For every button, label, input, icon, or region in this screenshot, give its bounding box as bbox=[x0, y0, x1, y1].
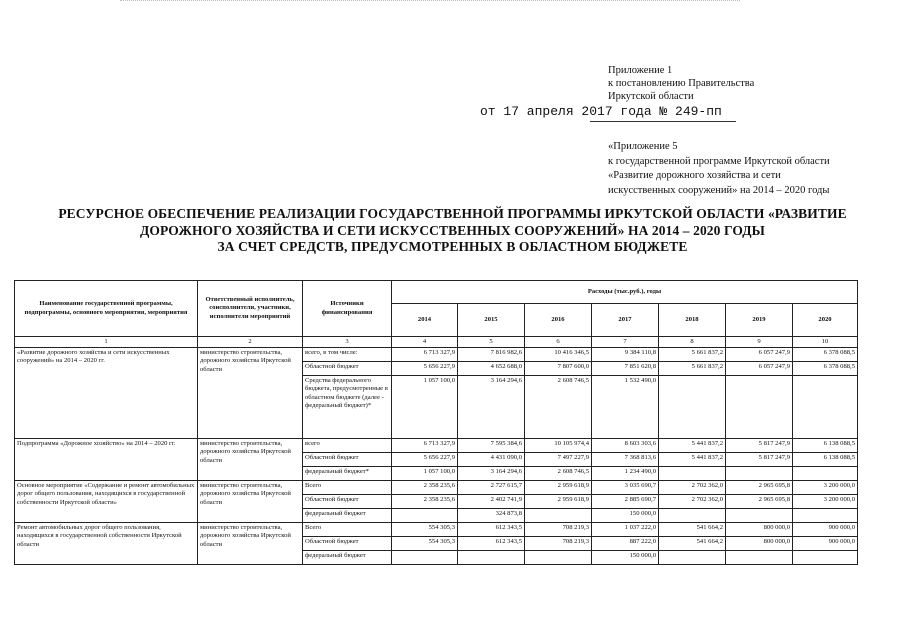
expense-value: 2 402 741,9 bbox=[458, 495, 525, 509]
funding-source: Всего bbox=[303, 523, 392, 537]
expense-value: 1 037 222,0 bbox=[592, 523, 659, 537]
expense-value: 554 305,3 bbox=[392, 523, 458, 537]
table-row bbox=[15, 523, 858, 537]
expense-value bbox=[525, 551, 592, 565]
title-line: РЕСУРСНОЕ ОБЕСПЕЧЕНИЕ РЕАЛИЗАЦИИ ГОСУДАРСТВЕННОЙ ПРОГРАММЫ ИРКУТСКОЙ ОБЛАСТИ «РАЗВИТИЕ bbox=[58, 206, 847, 221]
expense-value: 7 368 813,6 bbox=[592, 453, 659, 467]
expense-value: 2 358 235,6 bbox=[392, 481, 458, 495]
funding-source: Средства федерального бюджета, предусмотренные в областном бюджете (далее - федеральный бюджет)* bbox=[303, 376, 392, 439]
expense-value: 5 661 837,2 bbox=[659, 362, 726, 376]
header-source: Источники финансирования bbox=[303, 281, 392, 337]
order-date-underline bbox=[590, 121, 736, 122]
funding-source: Всего bbox=[303, 481, 392, 495]
expense-value: 2 965 695,8 bbox=[726, 481, 793, 495]
column-index-row bbox=[15, 337, 858, 348]
expense-value: 2 965 695,8 bbox=[726, 495, 793, 509]
expense-value: 1 057 100,0 bbox=[392, 376, 458, 439]
table-body bbox=[15, 348, 858, 565]
title-line: ЗА СЧЕТ СРЕДСТВ, ПРЕДУСМОТРЕННЫХ В ОБЛАСТНОМ БЮДЖЕТЕ bbox=[217, 239, 688, 254]
expense-value bbox=[726, 376, 793, 439]
expense-value: 900 000,0 bbox=[793, 537, 858, 551]
expense-value bbox=[525, 509, 592, 523]
expense-value: 2 702 362,0 bbox=[659, 495, 726, 509]
expense-value: 10 416 346,5 bbox=[525, 348, 592, 362]
expense-value: 4 431 090,0 bbox=[458, 453, 525, 467]
expense-value: 900 000,0 bbox=[793, 523, 858, 537]
expense-value: 150 000,0 bbox=[592, 551, 659, 565]
funding-source: Областной бюджет bbox=[303, 537, 392, 551]
expense-value: 6 057 247,9 bbox=[726, 348, 793, 362]
order-reference bbox=[608, 64, 754, 103]
expense-value: 554 305,3 bbox=[392, 537, 458, 551]
funding-source: Областной бюджет bbox=[303, 453, 392, 467]
header-year: 2017 bbox=[592, 304, 659, 337]
expense-value: 324 873,8 bbox=[458, 509, 525, 523]
expense-value: 6 378 088,5 bbox=[793, 362, 858, 376]
appendix-line: «Развитие дорожного хозяйства и сети bbox=[608, 170, 781, 181]
expense-value: 5 656 227,9 bbox=[392, 362, 458, 376]
table-row bbox=[15, 481, 858, 495]
program-name: Ремонт автомобильных дорог общего пользования, находящихся в государственной собственности Иркутской области bbox=[15, 523, 198, 565]
table-row bbox=[15, 439, 858, 453]
expense-value: 2 702 362,0 bbox=[659, 481, 726, 495]
expense-value: 5 656 227,9 bbox=[392, 453, 458, 467]
responsible-executor: министерство строительства, дорожного хозяйства Иркутской области bbox=[198, 481, 303, 523]
header-year: 2018 bbox=[659, 304, 726, 337]
order-line: Приложение 1 bbox=[608, 65, 673, 76]
expense-value: 7 816 982,6 bbox=[458, 348, 525, 362]
funding-source: Областной бюджет bbox=[303, 362, 392, 376]
expense-value: 3 200 000,0 bbox=[793, 495, 858, 509]
expense-value: 708 219,3 bbox=[525, 537, 592, 551]
expense-value: 7 851 620,8 bbox=[592, 362, 659, 376]
order-line: Иркутской области bbox=[608, 91, 694, 102]
order-line: к постановлению Правительства bbox=[608, 78, 755, 89]
header-year: 2020 bbox=[793, 304, 858, 337]
header-year: 2016 bbox=[525, 304, 592, 337]
expense-value: 541 664,2 bbox=[659, 523, 726, 537]
expense-value bbox=[793, 551, 858, 565]
expense-value: 800 000,0 bbox=[726, 537, 793, 551]
expense-value: 9 384 110,8 bbox=[592, 348, 659, 362]
funding-source: Областной бюджет bbox=[303, 495, 392, 509]
scan-border-artifact bbox=[120, 0, 740, 3]
responsible-executor: министерство строительства, дорожного хозяйства Иркутской области bbox=[198, 439, 303, 481]
appendix-line: к государственной программе Иркутской области bbox=[608, 155, 830, 167]
appendix-reference bbox=[608, 140, 830, 198]
expense-value bbox=[726, 467, 793, 481]
column-index: 7 bbox=[592, 337, 659, 348]
expense-value: 6 378 088,5 bbox=[793, 348, 858, 362]
expense-value: 2 608 746,5 bbox=[525, 376, 592, 439]
expense-value bbox=[659, 509, 726, 523]
expense-value: 541 664,2 bbox=[659, 537, 726, 551]
column-index: 2 bbox=[198, 337, 303, 348]
header-year: 2015 bbox=[458, 304, 525, 337]
header-name: Наименование государственной программы, подпрограммы, основного мероприятия, мероприятия bbox=[15, 281, 198, 337]
expense-value: 2 727 615,7 bbox=[458, 481, 525, 495]
expense-value bbox=[659, 467, 726, 481]
funding-source: федеральный бюджет bbox=[303, 509, 392, 523]
expense-value: 5 817 247,9 bbox=[726, 439, 793, 453]
expense-value: 6 138 088,5 bbox=[793, 439, 858, 453]
expense-value bbox=[458, 551, 525, 565]
expense-value: 2 885 690,7 bbox=[592, 495, 659, 509]
expense-value: 6 713 327,9 bbox=[392, 348, 458, 362]
expense-value: 7 497 227,9 bbox=[525, 453, 592, 467]
expense-value: 3 035 690,7 bbox=[592, 481, 659, 495]
column-index: 3 bbox=[303, 337, 392, 348]
expense-value bbox=[793, 376, 858, 439]
expense-value bbox=[793, 509, 858, 523]
document-title bbox=[0, 206, 905, 256]
expense-value: 150 000,0 bbox=[592, 509, 659, 523]
appendix-line: «Приложение 5 bbox=[608, 141, 678, 152]
expense-value: 3 164 294,6 bbox=[458, 467, 525, 481]
table-row bbox=[15, 348, 858, 362]
column-index: 8 bbox=[659, 337, 726, 348]
header-year: 2019 bbox=[726, 304, 793, 337]
program-name: Основное мероприятие «Содержание и ремонт автомобильных дорог общего пользования, находящихся в государственной собственности Иркутской области» bbox=[15, 481, 198, 523]
column-index: 9 bbox=[726, 337, 793, 348]
expense-value: 4 652 688,0 bbox=[458, 362, 525, 376]
funding-source: всего, в том числе: bbox=[303, 348, 392, 362]
expense-value bbox=[726, 551, 793, 565]
column-index: 1 bbox=[15, 337, 198, 348]
expense-value: 1 532 490,0 bbox=[592, 376, 659, 439]
funding-source: всего bbox=[303, 439, 392, 453]
header-year: 2014 bbox=[392, 304, 458, 337]
column-index: 6 bbox=[525, 337, 592, 348]
expense-value bbox=[659, 376, 726, 439]
title-line: ДОРОЖНОГО ХОЗЯЙСТВА И СЕТИ ИСКУССТВЕННЫХ СООРУЖЕНИЙ» НА 2014 – 2020 ГОДЫ bbox=[139, 222, 765, 238]
expense-value bbox=[392, 551, 458, 565]
expense-value: 6 057 247,9 bbox=[726, 362, 793, 376]
expense-value: 1 234 490,0 bbox=[592, 467, 659, 481]
funding-source: федеральный бюджет bbox=[303, 551, 392, 565]
expense-value bbox=[726, 509, 793, 523]
expense-value: 3 164 294,6 bbox=[458, 376, 525, 439]
order-date: от 17 апреля 2017 года № 249-пп bbox=[480, 104, 722, 119]
program-name: «Развитие дорожного хозяйства и сети искусственных сооружений» на 2014 – 2020 гг. bbox=[15, 348, 198, 439]
expense-value: 5 441 837,2 bbox=[659, 439, 726, 453]
expense-value: 612 343,5 bbox=[458, 523, 525, 537]
funding-source: федеральный бюджет* bbox=[303, 467, 392, 481]
expense-value: 5 817 247,9 bbox=[726, 453, 793, 467]
column-index: 5 bbox=[458, 337, 525, 348]
appendix-line: искусственных сооружений» на 2014 – 2020 годы bbox=[608, 184, 830, 196]
program-name: Подпрограмма «Дорожное хозяйство» на 2014 – 2020 гг. bbox=[15, 439, 198, 481]
expense-value: 708 219,3 bbox=[525, 523, 592, 537]
responsible-executor: министерство строительства, дорожного хозяйства Иркутской области bbox=[198, 348, 303, 439]
expense-value: 800 000,0 bbox=[726, 523, 793, 537]
expense-value: 5 661 837,2 bbox=[659, 348, 726, 362]
expense-value: 10 105 974,4 bbox=[525, 439, 592, 453]
expense-value: 1 057 100,0 bbox=[392, 467, 458, 481]
expense-value bbox=[392, 509, 458, 523]
expense-value: 6 713 327,9 bbox=[392, 439, 458, 453]
expense-value: 612 343,5 bbox=[458, 537, 525, 551]
expense-value: 3 200 000,0 bbox=[793, 481, 858, 495]
expense-value: 5 441 837,2 bbox=[659, 453, 726, 467]
expense-value: 2 959 618,9 bbox=[525, 495, 592, 509]
expense-value bbox=[793, 467, 858, 481]
responsible-executor: министерство строительства, дорожного хозяйства Иркутской области bbox=[198, 523, 303, 565]
expense-value bbox=[659, 551, 726, 565]
expense-value: 2 959 618,9 bbox=[525, 481, 592, 495]
expense-value: 887 222,0 bbox=[592, 537, 659, 551]
expense-value: 7 595 384,6 bbox=[458, 439, 525, 453]
expense-value: 2 608 746,5 bbox=[525, 467, 592, 481]
header-expenses: Расходы (тыс.руб.), годы bbox=[392, 281, 858, 304]
column-index: 4 bbox=[392, 337, 458, 348]
expense-value: 7 807 600,0 bbox=[525, 362, 592, 376]
header-responsible: Ответственный исполнитель, соисполнители, участники, исполнители мероприятий bbox=[198, 281, 303, 337]
expense-value: 6 138 088,5 bbox=[793, 453, 858, 467]
resource-table bbox=[14, 280, 858, 565]
expense-value: 2 358 235,6 bbox=[392, 495, 458, 509]
expense-value: 8 603 303,6 bbox=[592, 439, 659, 453]
column-index: 10 bbox=[793, 337, 858, 348]
